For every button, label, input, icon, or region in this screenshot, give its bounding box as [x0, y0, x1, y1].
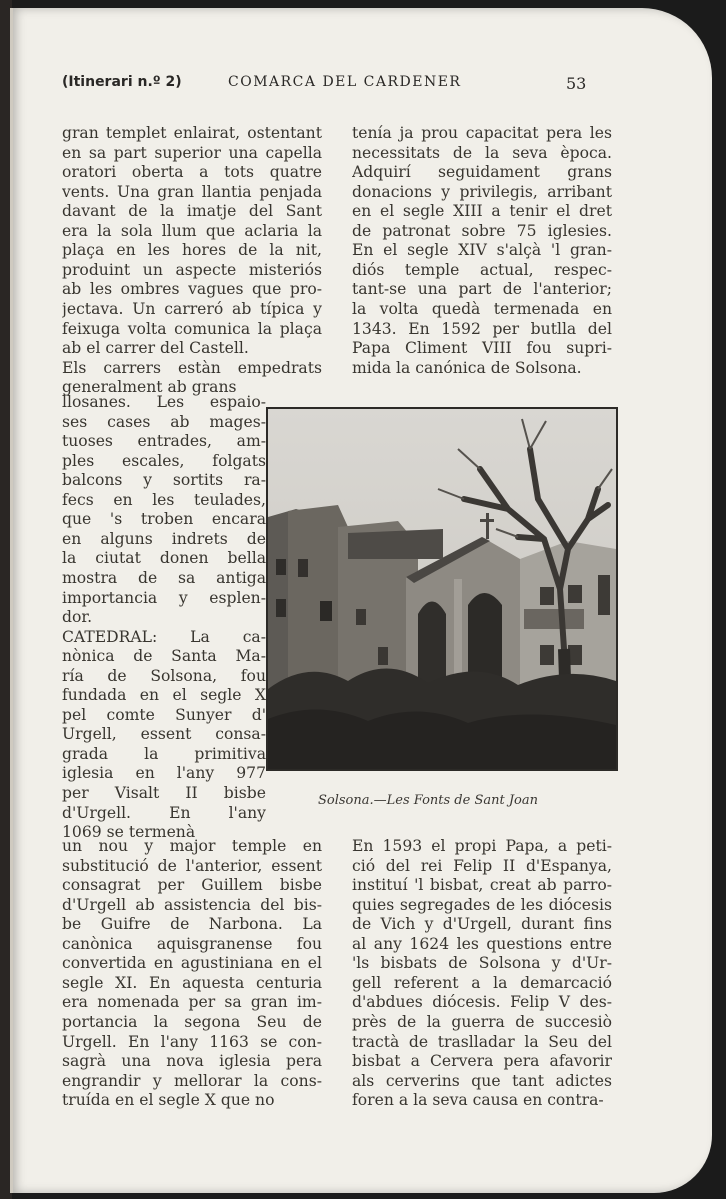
text-line: grada la primitiva	[62, 744, 266, 763]
text-line: fundada en el segle X	[62, 686, 266, 705]
photo-illustration	[268, 409, 616, 769]
text-line: ció del rei Felip II d'Espanya,	[352, 856, 612, 875]
text-line: be Guifre de Narbona. La	[62, 915, 322, 934]
text-line: la ciutat donen bella	[62, 549, 266, 568]
text-line: tant-se una part de l'anterior;	[352, 280, 612, 299]
text-line: d'Urgell ab assistencia del bis-	[62, 895, 322, 914]
photograph-les-fonts-de-sant-joan	[266, 407, 618, 771]
text-line: diós temple actual, respec-	[352, 260, 612, 279]
text-line: necessitats de la seva època.	[352, 143, 612, 162]
text-line: Adquirí seguidament grans	[352, 163, 612, 182]
text-line: segle XI. En aquesta centuria	[62, 973, 322, 992]
text-line: 1343. En 1592 per butlla del	[352, 319, 612, 338]
text-line: quies segregades de les diócesis	[352, 895, 612, 914]
text-line: era nomenada per sa gran im-	[62, 993, 322, 1012]
text-line: plaça en les hores de la nit,	[62, 241, 322, 260]
text-line: produint un aspecte misteriós	[62, 260, 322, 279]
text-line: en el segle XIII a tenir el dret	[352, 202, 612, 221]
text-line: ples escales, folgats	[62, 451, 266, 470]
page-number: 53	[566, 74, 587, 93]
text-line: ría de Solsona, fou	[62, 666, 266, 685]
text-line: tractà de traslladar la Seu del	[352, 1032, 612, 1051]
text-line: de Vich y d'Urgell, durant fins	[352, 915, 612, 934]
photo-caption: Solsona.—Les Fonts de Sant Joan	[318, 793, 539, 808]
text-line: de patronat sobre 75 iglesies.	[352, 221, 612, 240]
text-line: que 's troben encara	[62, 510, 266, 529]
text-line: substitució de l'anterior, essent	[62, 856, 322, 875]
text-line: pel comte Sunyer d'	[62, 705, 266, 724]
text-line: CATEDRAL: La ca-	[62, 627, 266, 646]
text-line: truída en el segle X que no	[62, 1091, 275, 1110]
text-line: gran templet enlairat, ostentant	[62, 124, 322, 142]
text-line: instituí 'l bisbat, creat ab parro-	[352, 876, 612, 895]
text-line: ab les ombres vagues que pro-	[62, 280, 322, 299]
text-line: engrandir y mellorar la cons-	[62, 1071, 322, 1090]
text-line: ses cases ab mages-	[62, 412, 266, 431]
text-line: foren a la seva causa en contra-	[352, 1091, 604, 1110]
text-line: al any 1624 les questions entre	[352, 934, 612, 953]
text-line: mostra de sa antiga	[62, 568, 266, 587]
text-line: donacions y privilegis, arribant	[352, 182, 612, 201]
text-line: jectava. Un carreró ab típica y	[62, 299, 322, 318]
text-line: près de la guerra de succesiò	[352, 1012, 612, 1031]
text-line: portancia la segona Seu de	[62, 1012, 322, 1031]
text-line: feixuga volta comunica la plaça	[62, 319, 322, 338]
text-line: als cerverins que tant adictes	[352, 1071, 612, 1090]
text-line: bisbat a Cervera pera afavorir	[352, 1052, 612, 1071]
text-line: importancia y esplen-	[62, 588, 266, 607]
text-line: dor.	[62, 608, 93, 627]
text-line: 'ls bisbats de Solsona y d'Ur-	[352, 954, 612, 973]
running-head-itinerary: (Itinerari n.º 2)	[62, 74, 182, 90]
text-line: per Visalt II bisbe	[62, 784, 266, 802]
text-line: generalment ab grans	[62, 378, 237, 397]
text-line: convertida en agustiniana en el	[62, 954, 322, 973]
text-line: nònica de Santa Ma-	[62, 647, 266, 666]
text-line: en alguns indrets de	[62, 529, 266, 548]
text-line: Urgell, essent consa-	[62, 725, 266, 744]
text-line: En el segle XIV s'alçà 'l gran-	[352, 241, 612, 260]
text-line: consagrat per Guillem bisbe	[62, 876, 322, 895]
text-line: oratori oberta a tots quatre	[62, 163, 322, 182]
text-line: Els carrers estàn empedrats	[62, 358, 322, 377]
text-line: un nou y major temple en	[62, 837, 322, 855]
text-line: llosanes. Les espaio-	[62, 393, 266, 411]
text-line: en sa part superior una capella	[62, 143, 322, 162]
text-line: En 1593 el propi Papa, a peti-	[352, 837, 612, 855]
page-gutter	[10, 8, 13, 1193]
text-line: gell referent a la demarcació	[352, 973, 612, 992]
text-line: ab el carrer del Castell.	[62, 339, 249, 358]
text-line: davant de la imatje del Sant	[62, 202, 322, 221]
text-line: la volta quedà termenada en	[352, 299, 612, 318]
running-head-title: COMARCA DEL CARDENER	[228, 74, 462, 90]
text-line: era la sola llum que aclaria la	[62, 221, 322, 240]
text-line: d'Urgell. En l'any	[62, 803, 266, 822]
text-line: canònica aquisgranense fou	[62, 934, 322, 953]
text-line: sagrà una nova iglesia pera	[62, 1052, 322, 1071]
text-line: tuoses entrades, am-	[62, 432, 266, 451]
text-line: 1069 se termenà	[62, 823, 196, 842]
text-line: balcons y sortits ra-	[62, 471, 266, 490]
text-line: iglesia en l'any 977	[62, 764, 266, 783]
text-line: Urgell. En l'any 1163 se con-	[62, 1032, 322, 1051]
text-line: tenía ja prou capacitat pera les	[352, 124, 612, 142]
text-line: mida la canónica de Solsona.	[352, 358, 582, 377]
text-line: vents. Una gran llantia penjada	[62, 182, 322, 201]
text-line: Papa Climent VIII fou supri-	[352, 339, 612, 358]
text-line: fecs en les teulades,	[62, 490, 266, 509]
text-line: d'abdues diócesis. Felip V des-	[352, 993, 612, 1012]
